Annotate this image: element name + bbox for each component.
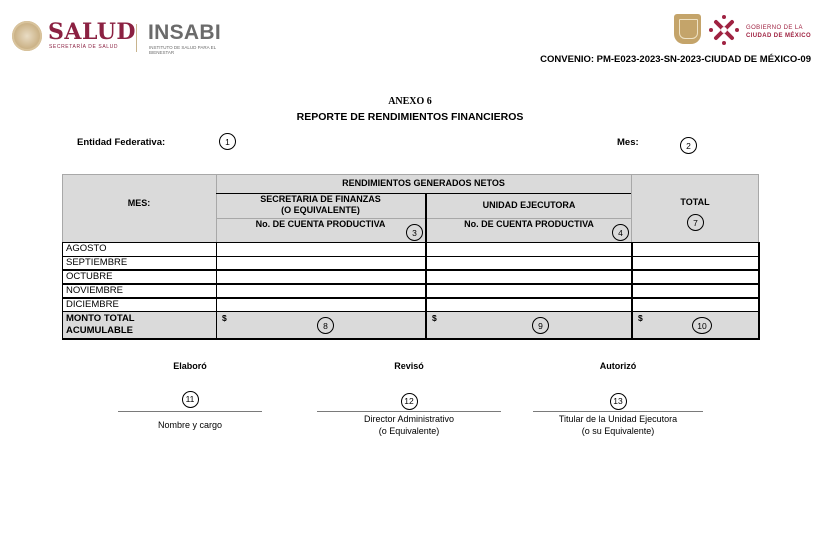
report-title: REPORTE DE RENDIMIENTOS FINANCIEROS (296, 111, 524, 123)
group-header-rendimientos: RENDIMIENTOS GENERADOS NETOS (342, 178, 505, 188)
signature-marker: 12 (401, 393, 418, 410)
signature-title: Revisó (394, 361, 424, 371)
footer-monto-total-label (66, 313, 216, 337)
signature-role-line2: (o su Equivalente) (581, 425, 655, 436)
footer-label-line2: ACUMULABLE (66, 325, 134, 336)
insabi-subtitle: INSTITUTO DE SALUD PARA EL BIENESTAR (149, 45, 216, 55)
signature-marker: 13 (610, 393, 627, 410)
total-cell-agosto[interactable] (633, 243, 758, 256)
total-currency-symbol: $ (638, 313, 643, 323)
mexico-coat-of-arms-icon (12, 21, 42, 51)
signature-line (317, 411, 501, 412)
total-cell-diciembre[interactable] (633, 299, 758, 311)
entidad-federativa-label: Entidad Federativa: (77, 137, 166, 148)
cdmx-emblem-icon (708, 14, 740, 46)
grand-total-marker: 10 (692, 317, 712, 334)
convenio-number: CONVENIO: PM-E023-2023-SN-2023-CIUDAD DE MÉXICO-09 (540, 54, 811, 65)
col-secretaria-finanzas-header (216, 194, 425, 216)
mes-marker: 2 (680, 137, 697, 154)
cdmx-text-line1: GOBIERNO DE LA (746, 25, 803, 31)
salud-subtitle: SECRETARÍA DE SALUD (49, 44, 119, 50)
table-row-month: OCTUBRE (66, 271, 113, 282)
sf-currency-symbol: $ (222, 313, 227, 323)
col-sf-account-header: No. DE CUENTA PRODUCTIVA (255, 219, 386, 229)
col-ue-account-header: No. DE CUENTA PRODUCTIVA (464, 219, 594, 229)
table-row-month: NOVIEMBRE (66, 285, 124, 296)
sf-total-marker: 8 (317, 317, 334, 334)
table-row-month: SEPTIEMBRE (66, 257, 128, 268)
col-total-marker: 7 (687, 214, 704, 231)
ue-cell-agosto[interactable] (428, 243, 631, 256)
signature-role-line2: (o Equivalente) (378, 425, 440, 436)
signature-line (533, 411, 703, 412)
cdmx-logo-text (746, 24, 811, 40)
col-sf-line1: SECRETARIA DE FINANZAS (260, 194, 381, 204)
signature-role-line1: Titular de la Unidad Ejecutora (558, 413, 678, 424)
col-unidad-ejecutora-header: UNIDAD EJECUTORA (482, 200, 576, 210)
annex-title: ANEXO 6 (388, 96, 432, 107)
footer-label-line1: MONTO TOTAL (66, 313, 135, 324)
ue-total-marker: 9 (532, 317, 549, 334)
cdmx-text-line2: CIUDAD DE MÉXICO (746, 33, 812, 39)
col-sf-marker: 3 (406, 224, 423, 241)
signature-block-elaboro (118, 361, 262, 431)
cdmx-shield-icon (674, 14, 701, 44)
signature-role-line1: Nombre y cargo (157, 419, 223, 430)
table-row-month: AGOSTO (66, 243, 107, 254)
col-ue-marker: 4 (612, 224, 629, 241)
ue-cell-diciembre[interactable] (428, 299, 631, 311)
logo-divider (136, 24, 137, 52)
mes-label: Mes: (617, 137, 639, 148)
signature-title: Autorizó (599, 361, 637, 371)
rendimientos-table (62, 174, 759, 339)
entidad-federativa-marker: 1 (219, 133, 236, 150)
col-sf-line2: (O EQUIVALENTE) (281, 205, 360, 215)
insabi-logo: INSABI (148, 21, 221, 44)
signature-block-autorizo (533, 361, 703, 437)
signature-role-line1: Director Administrativo (363, 413, 455, 424)
table-row-month: DICIEMBRE (66, 299, 119, 310)
col-mes-header: MES: (127, 198, 151, 208)
signature-block-reviso (317, 361, 501, 437)
ue-currency-symbol: $ (432, 313, 437, 323)
sf-cell-diciembre[interactable] (217, 299, 425, 311)
salud-logo: SALUD (48, 19, 136, 45)
signature-line (118, 411, 262, 412)
signature-title: Elaboró (173, 361, 207, 371)
sf-cell-agosto[interactable] (217, 243, 425, 256)
signature-marker: 11 (182, 391, 199, 408)
col-total-header: TOTAL (680, 197, 710, 207)
